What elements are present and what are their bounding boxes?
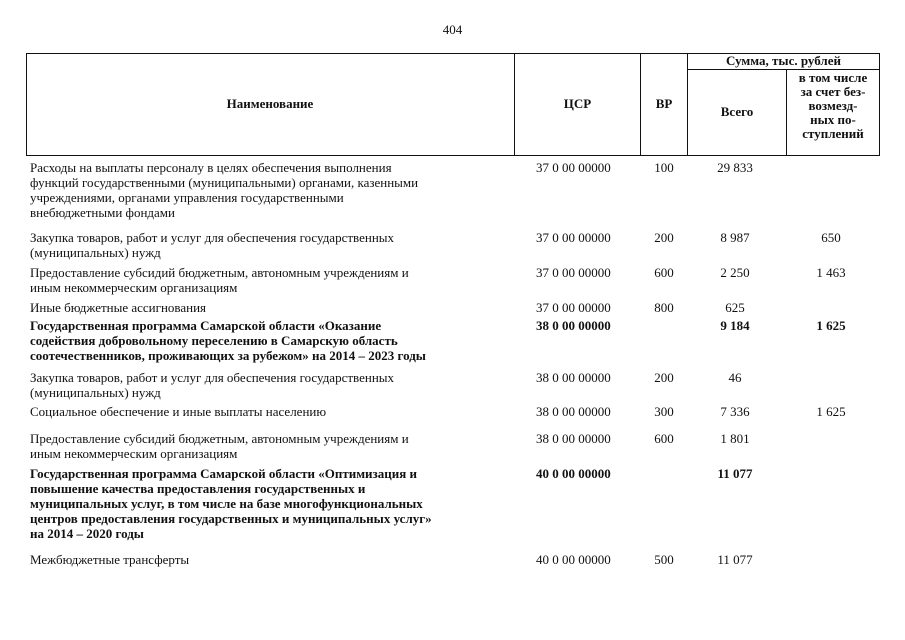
header-border-bottom — [26, 155, 880, 156]
row-name — [30, 466, 492, 541]
row-name-line: иным некоммерческим организациям — [30, 280, 238, 295]
header-free-line: за счет без- — [800, 84, 866, 99]
row-csr: 37 0 00 00000 — [536, 265, 611, 280]
row-name-line: Предоставление субсидий бюджетным, автономным учреждениям и — [30, 431, 409, 446]
row-vr: 800 — [654, 300, 674, 315]
row-total: 11 077 — [717, 466, 753, 481]
header-sum: Сумма, тыс. рублей — [726, 53, 841, 68]
row-name-line: (муниципальных) нужд — [30, 245, 161, 260]
row-name-line: Иные бюджетные ассигнования — [30, 300, 207, 315]
header-vr: ВР — [655, 96, 673, 111]
row-name-line: учреждениями, органами управления государственными — [30, 190, 344, 205]
row-total: 11 077 — [717, 552, 753, 567]
row-total: 46 — [728, 370, 742, 385]
row-name-line: Межбюджетные трансферты — [30, 552, 190, 567]
row-name — [30, 318, 492, 363]
row-free: 650 — [821, 230, 841, 245]
row-csr: 38 0 00 00000 — [536, 318, 611, 333]
row-vr: 200 — [654, 370, 674, 385]
row-csr: 37 0 00 00000 — [536, 300, 611, 315]
row-total: 625 — [725, 300, 745, 315]
row-name-line: повышение качества предоставления государственных и — [30, 481, 366, 496]
row-name-line: Предоставление субсидий бюджетным, автономным учреждениям и — [30, 265, 409, 280]
row-csr: 40 0 00 00000 — [536, 552, 611, 567]
row-total: 1 801 — [720, 431, 750, 446]
row-name-line: центров предоставления государственных и муниципальных услуг» — [30, 511, 432, 526]
row-name-line: соотечественников, проживающих за рубежом» на 2014 – 2023 годы — [30, 348, 426, 363]
row-name-line: Государственная программа Самарской области «Оказание — [30, 318, 382, 333]
row-name-line: функций государственными (муниципальными) органами, казенными — [30, 175, 419, 190]
row-free: 1 625 — [816, 404, 846, 419]
row-name — [30, 370, 492, 400]
row-name — [30, 431, 492, 461]
row-name-line: на 2014 – 2020 годы — [30, 526, 144, 541]
row-total: 2 250 — [720, 265, 750, 280]
row-name — [30, 230, 492, 260]
row-free: 1 463 — [816, 265, 846, 280]
row-name-line: Закупка товаров, работ и услуг для обеспечения государственных — [30, 230, 395, 245]
row-name-line: внебюджетными фондами — [30, 205, 175, 220]
row-vr: 500 — [654, 552, 674, 567]
row-name-line: иным некоммерческим организациям — [30, 446, 238, 461]
row-csr: 37 0 00 00000 — [536, 160, 611, 175]
row-csr: 38 0 00 00000 — [536, 431, 611, 446]
header-free-line: возмезд- — [808, 98, 858, 113]
table-header — [26, 53, 880, 156]
row-name — [30, 300, 492, 315]
row-name — [30, 265, 492, 295]
row-csr: 38 0 00 00000 — [536, 404, 611, 419]
row-name — [30, 160, 492, 220]
header-name: Наименование — [226, 96, 314, 111]
row-total: 8 987 — [720, 230, 750, 245]
page-number: 404 — [442, 22, 463, 37]
row-name-line: муниципальных услуг, в том числе на базе многофункциональных — [30, 496, 423, 511]
row-name-line: содействия добровольному переселению в Самарскую область — [30, 333, 398, 348]
row-csr: 37 0 00 00000 — [536, 230, 611, 245]
row-name — [30, 404, 492, 419]
header-free-line: ных по- — [810, 112, 856, 127]
row-name-line: Закупка товаров, работ и услуг для обеспечения государственных — [30, 370, 395, 385]
header-free-line: ступлений — [802, 126, 864, 141]
row-vr: 300 — [654, 404, 674, 419]
row-free: 1 625 — [816, 318, 846, 333]
row-total: 9 184 — [720, 318, 750, 333]
row-vr: 600 — [654, 265, 674, 280]
header-free — [787, 71, 879, 141]
header-csr: ЦСР — [563, 96, 592, 111]
row-total: 7 336 — [720, 404, 750, 419]
header-free-line: в том числе — [798, 70, 868, 85]
row-vr: 100 — [654, 160, 674, 175]
row-name-line: (муниципальных) нужд — [30, 385, 161, 400]
row-vr: 200 — [654, 230, 674, 245]
row-name-line: Расходы на выплаты персоналу в целях обеспечения выполнения — [30, 160, 392, 175]
row-name-line: Социальное обеспечение и иные выплаты населению — [30, 404, 327, 419]
header-total: Всего — [720, 104, 754, 119]
row-csr: 38 0 00 00000 — [536, 370, 611, 385]
row-vr: 600 — [654, 431, 674, 446]
row-csr: 40 0 00 00000 — [536, 466, 611, 481]
row-total: 29 833 — [717, 160, 753, 175]
row-name-line: Государственная программа Самарской области «Оптимизация и — [30, 466, 418, 481]
row-name — [30, 552, 492, 567]
